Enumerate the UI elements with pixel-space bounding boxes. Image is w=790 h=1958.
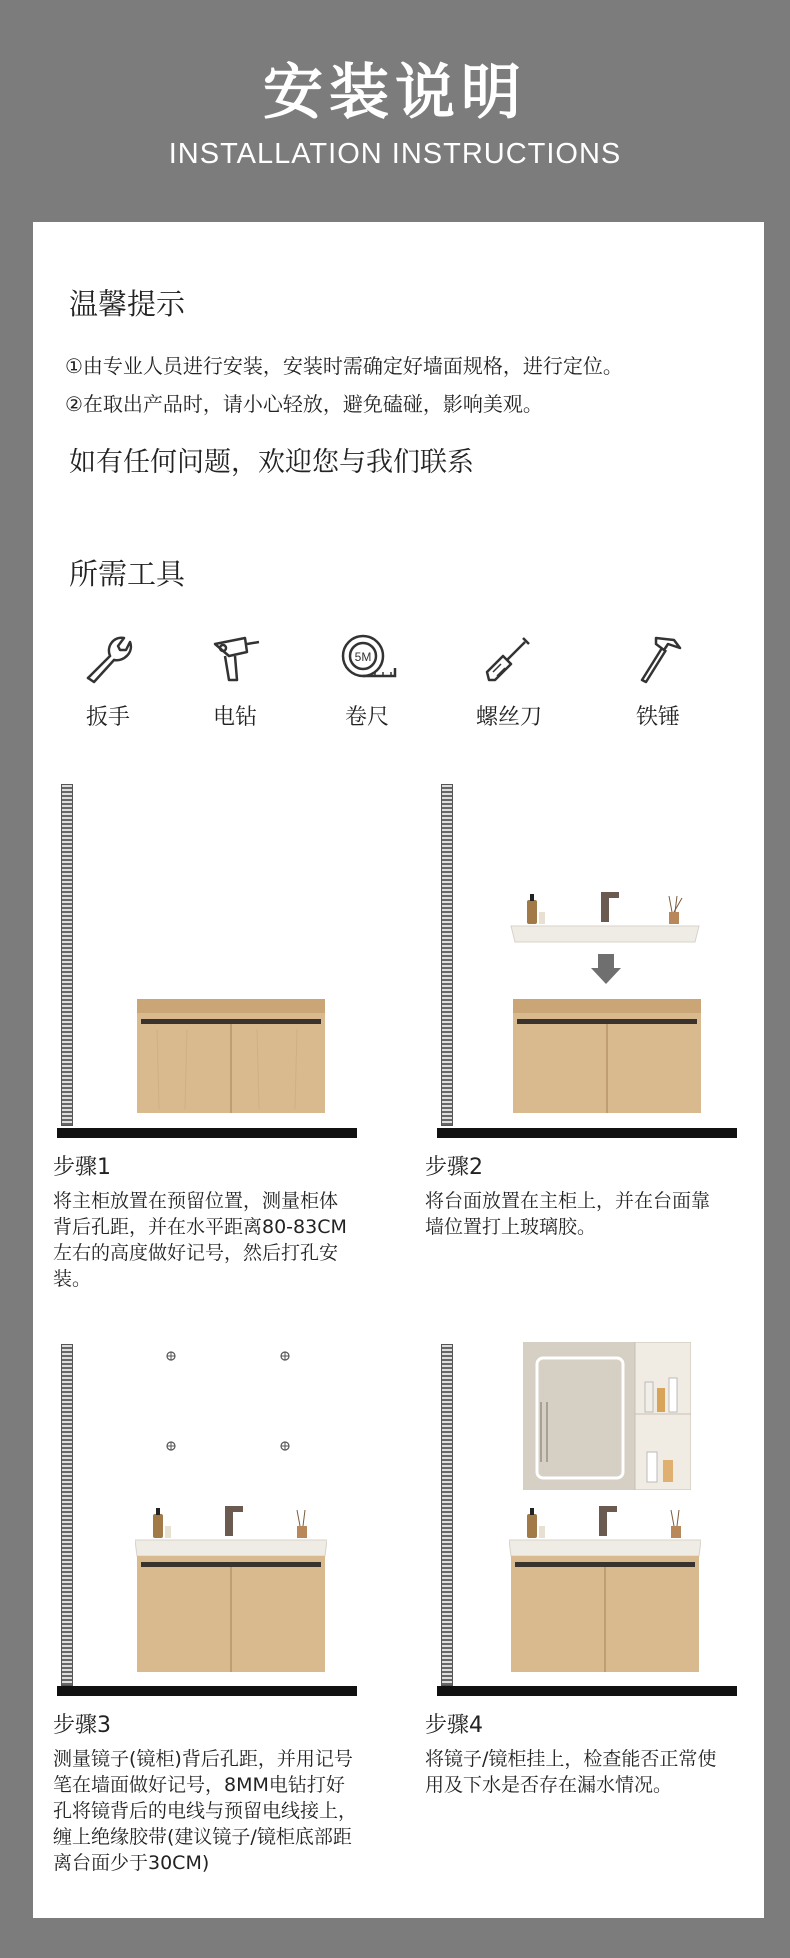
screwdriver-icon [481, 630, 537, 686]
wrench-icon [80, 630, 136, 686]
vanity-with-basin [509, 1506, 701, 1674]
vanity-with-basin [135, 1506, 327, 1674]
floor [57, 1686, 357, 1696]
countertop-basin [509, 890, 701, 944]
floor [437, 1686, 737, 1696]
wall [441, 1344, 453, 1686]
tool-hammer [603, 630, 713, 731]
tips-heading: 温馨提示 [69, 287, 186, 321]
step-3-text: 测量镜子(镜柜)背后孔距，并用记号 笔在墙面做好记号，8MM电钻打好 孔将镜背后的电线与预留电线接上， 缠上绝缘胶带(建议镜子/镜柜底部距 离台面少于30CM) [53, 1748, 358, 1874]
tool-label: 螺丝刀 [475, 705, 542, 730]
tip-item-2: ②在取出产品时，请小心轻放，避免磕碰，影响美观。 [65, 392, 543, 416]
tape-measure-icon [335, 630, 399, 686]
cabinet [137, 999, 325, 1113]
tool-tape-measure [312, 630, 422, 731]
tool-label: 铁锤 [635, 705, 680, 730]
tool-drill [180, 630, 290, 731]
tools-heading: 所需工具 [69, 557, 186, 591]
tool-label: 电钻 [212, 705, 257, 730]
drill-icon [207, 630, 263, 686]
arrow-down-icon [589, 952, 623, 986]
wall [61, 1344, 73, 1686]
page-title: 安装说明 [263, 58, 527, 128]
wall [441, 784, 453, 1126]
drill-hole-marks [165, 1350, 305, 1460]
step-3-title: 步骤3 [53, 1713, 111, 1738]
mirror-cabinet [523, 1342, 691, 1490]
cabinet [513, 999, 701, 1113]
tool-label: 扳手 [85, 705, 130, 730]
tool-label: 卷尺 [344, 705, 389, 730]
wall [61, 784, 73, 1126]
instruction-card [33, 222, 764, 1918]
floor [437, 1128, 737, 1138]
tip-item-1: ①由专业人员进行安装，安装时需确定好墙面规格，进行定位。 [65, 354, 623, 378]
contact-note: 如有任何问题，欢迎您与我们联系 [69, 447, 474, 478]
step-1-text: 将主柜放置在预留位置，测量柜体 背后孔距，并在水平距离80-83CM 左右的高度做好记号，然后打孔安 装。 [53, 1190, 347, 1290]
step-1-title: 步骤1 [53, 1155, 111, 1180]
page-subtitle: INSTALLATION INSTRUCTIONS [168, 138, 622, 170]
hammer-icon [630, 630, 686, 686]
step-2-title: 步骤2 [425, 1155, 483, 1180]
step-2-text: 将台面放置在主柜上，并在台面靠 墙位置打上玻璃胶。 [425, 1190, 711, 1238]
step-4-text: 将镜子/镜柜挂上，检查能否正常使 用及下水是否存在漏水情况。 [425, 1748, 717, 1796]
floor [57, 1128, 357, 1138]
tape-badge: 5M [354, 650, 372, 664]
tool-screwdriver [454, 630, 564, 731]
step-4-title: 步骤4 [425, 1713, 483, 1738]
tool-wrench [53, 630, 163, 731]
